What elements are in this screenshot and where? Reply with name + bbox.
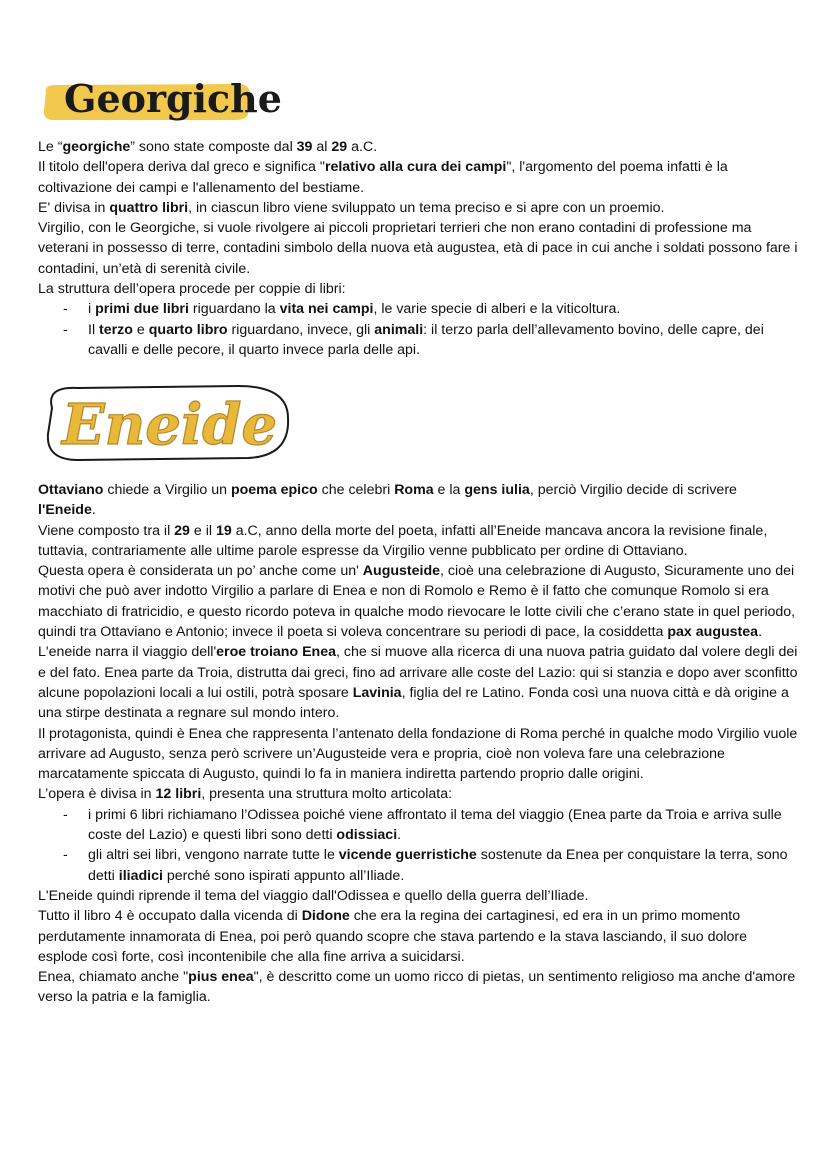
eneide-paragraphs-a	[38, 480, 798, 805]
bullet-item	[38, 845, 798, 886]
eneide-heading	[38, 378, 296, 468]
bold-text: Augusteide	[362, 563, 441, 580]
bold-text: pius enea	[188, 969, 254, 986]
bullet-item	[38, 320, 798, 361]
paragraph	[38, 137, 798, 157]
paragraph	[38, 480, 798, 521]
paragraph	[38, 784, 798, 804]
text-run: Il	[88, 321, 100, 338]
georgiche-heading	[40, 70, 282, 132]
georgiche-paragraphs	[38, 137, 798, 299]
eneide-bullet-list	[38, 805, 798, 886]
bold-text: vicende guerristiche	[338, 847, 477, 864]
text-run: , figlia del re Latino. Fonda così una nuova città e dà origine a una stirpe destinata a regnare sul mondo intero.	[38, 684, 789, 722]
text-run: Le “	[38, 139, 63, 155]
eneide-section	[38, 480, 798, 1008]
bold-text: poema epico	[230, 482, 318, 498]
text-run: , cioè una celebrazione di Augusto, Sicuramente uno dei motivi che può aver indotto Virgilio a parlare di Enea e non di Romolo e Remo è il fatto che comunque Romolo si era macchiato di fratricidio, e questo ricordo poteva in qualche modo rievocare le lotte civili che c’erano state in quel periodo, quindi tra Ottaviano e Antonio; invece il poeta si voleva concentrare su periodi di pace, la cosiddetta	[38, 563, 796, 641]
text-run: che era la regina dei cartaginesi, ed era in un primo momento perdutamente innamorata di Enea, poi però quando scopre che stava partendo e la stava lasciando, il suo dolore esplode così forte, così incontenibile che alla fine arriva a suicidarsi.	[38, 908, 748, 965]
text-run: Il titolo dell'opera deriva dal greco e significa "	[38, 159, 325, 176]
text-run: ", l'argomento del poema infatti è la coltivazione dei campi e l'allenamento del bestiame.	[38, 159, 728, 196]
text-run: che celebri	[317, 482, 395, 498]
text-run: e	[132, 321, 149, 338]
text-run: Tutto il libro 4 è occupato dalla vicenda di	[38, 908, 302, 925]
paragraph	[38, 886, 798, 906]
bold-text: georgiche	[62, 139, 131, 155]
bold-text: pax augustea	[667, 624, 759, 641]
text-run: riguardano, invece, gli	[227, 321, 375, 338]
paragraph	[38, 198, 798, 218]
text-run: L'eneide narra il viaggio dell'	[38, 644, 217, 661]
text-run: .	[758, 624, 763, 641]
bold-text: l'Eneide	[38, 502, 92, 519]
text-run: , perciò Virgilio decide di scrivere	[529, 482, 737, 498]
text-run: riguardano la	[188, 301, 280, 318]
text-run: gli altri sei libri, vengono narrate tutte le	[88, 847, 339, 864]
text-run: i primi 6 libri richiamano l’Odissea poiché viene affrontato il tema del viaggio (Enea parte da Troia e arriva sulle coste del Lazio) e questi libri sono detti	[88, 806, 782, 844]
bold-text: 19	[215, 522, 232, 539]
bold-text: 12 libri	[155, 786, 202, 803]
bold-text: relativo alla cura dei campi	[324, 159, 507, 176]
paragraph	[38, 218, 798, 279]
text-run: perché sono ispirati appunto all’Iliade.	[162, 867, 405, 884]
text-run: sostenute da Enea per conquistare la terra, sono detti	[88, 847, 788, 884]
bold-text: animali	[374, 321, 424, 338]
bold-text: 29	[331, 139, 348, 155]
text-run: L'Eneide quindi riprende il tema del viaggio dall'Odissea e quello della guerra dell’Iliade.	[38, 887, 589, 904]
bold-text: odissiaci	[336, 827, 398, 844]
text-run: , che si muove alla ricerca di una nuova patria guidato dal volere degli dei e del fato. Enea parte da Troia, distrutta dai greci, fino ad arrivare alle coste del Lazio: qui si stanzia e dopo aver sconfitto alcune popolazioni locali a lui ostili, potrà sposare	[38, 644, 798, 701]
bold-text: quarto libro	[148, 321, 228, 338]
paragraph	[38, 642, 798, 723]
paragraph	[38, 521, 798, 562]
text-run: .	[397, 827, 402, 844]
bold-text: terzo	[99, 321, 133, 338]
text-run: Virgilio, con le Georgiche, si vuole rivolgere ai piccoli proprietari terrieri che non erano contadini di professione ma veterani in possesso di terre, contadini simbolo della nuova età augustea, età di pace in cui anche i soldati possono fare i contadini, un’età di serenità civile.	[38, 220, 798, 277]
paragraph	[38, 279, 798, 299]
text-run: ” sono state composte dal	[130, 139, 297, 155]
paragraph	[38, 906, 798, 967]
text-run: e la	[433, 482, 465, 498]
text-run: Enea, chiamato anche "	[38, 969, 189, 986]
bold-text: Ottaviano	[38, 482, 104, 498]
text-run: ", è descritto come un uomo ricco di pietas, un sentimento religioso ma anche d'amore verso la patria e la famiglia.	[38, 969, 796, 1006]
eneide-paragraphs-b	[38, 886, 798, 1008]
text-run: L’opera è divisa in	[38, 786, 156, 803]
bullet-item	[38, 299, 798, 319]
text-run: , presenta una struttura molto articolata:	[201, 786, 453, 803]
text-run: a.C.	[347, 139, 378, 155]
bold-text: Didone	[301, 908, 350, 925]
bold-text: 39	[296, 139, 313, 155]
bold-text: quattro libri	[109, 199, 189, 216]
text-run: , in ciascun libro viene sviluppato un tema preciso e si apre con un proemio.	[188, 199, 665, 216]
bold-text: eroe troiano Enea	[216, 644, 336, 661]
bold-text: gens iulia	[464, 482, 530, 498]
bold-text: iliadici	[118, 867, 163, 884]
bold-text: Roma	[394, 482, 434, 498]
bold-text: primi due libri	[95, 301, 189, 318]
paragraph	[38, 724, 798, 785]
text-run: , le varie specie di alberi e la viticoltura.	[373, 301, 621, 318]
paragraph	[38, 561, 798, 642]
georgiche-bullet-list	[38, 299, 798, 360]
text-run: Questa opera è considerata un po’ anche come un'	[38, 563, 363, 580]
text-run: Il protagonista, quindi è Enea che rappresenta l’antenato della fondazione di Roma perché in qualche modo Virgilio vuole arrivare ad Augusto, senza però scrivere un’Augusteide vera e propria, cioè non voleva fare una celebrazione marcatamente spiccata di Augusto, quindi lo fa in maniera indiretta partendo proprio dalle origini.	[38, 725, 798, 783]
text-run: al	[312, 139, 332, 155]
paragraph	[38, 967, 798, 1008]
text-run: e il	[189, 522, 216, 539]
bold-text: Lavinia	[352, 684, 402, 701]
eneide-heading-text: Eneide	[62, 392, 278, 458]
bullet-item	[38, 805, 798, 846]
georgiche-heading-text: Georgiche	[64, 76, 282, 121]
bold-text: vita nei campi	[279, 301, 374, 318]
paragraph	[38, 157, 798, 198]
text-run: E' divisa in	[38, 199, 110, 216]
text-run: a.C, anno della morte del poeta, infatti all’Eneide mancava ancora la revisione finale, tuttavia, contrariamente alle ultime parole espresse da Virgilio venne pubblicato per ordine di Ottaviano.	[38, 522, 768, 559]
text-run: La struttura dell’opera procede per coppie di libri:	[38, 281, 346, 298]
text-run: Viene composto tra il	[38, 522, 175, 539]
text-run: i	[88, 301, 96, 318]
text-run: : il terzo parla dell’allevamento bovino, delle capre, dei cavalli e delle pecore, il quarto invece parla delle api.	[88, 321, 764, 358]
bold-text: 29	[174, 522, 190, 539]
georgiche-section	[38, 137, 798, 360]
text-run: .	[91, 502, 96, 519]
text-run: chiede a Virgilio un	[103, 482, 231, 498]
